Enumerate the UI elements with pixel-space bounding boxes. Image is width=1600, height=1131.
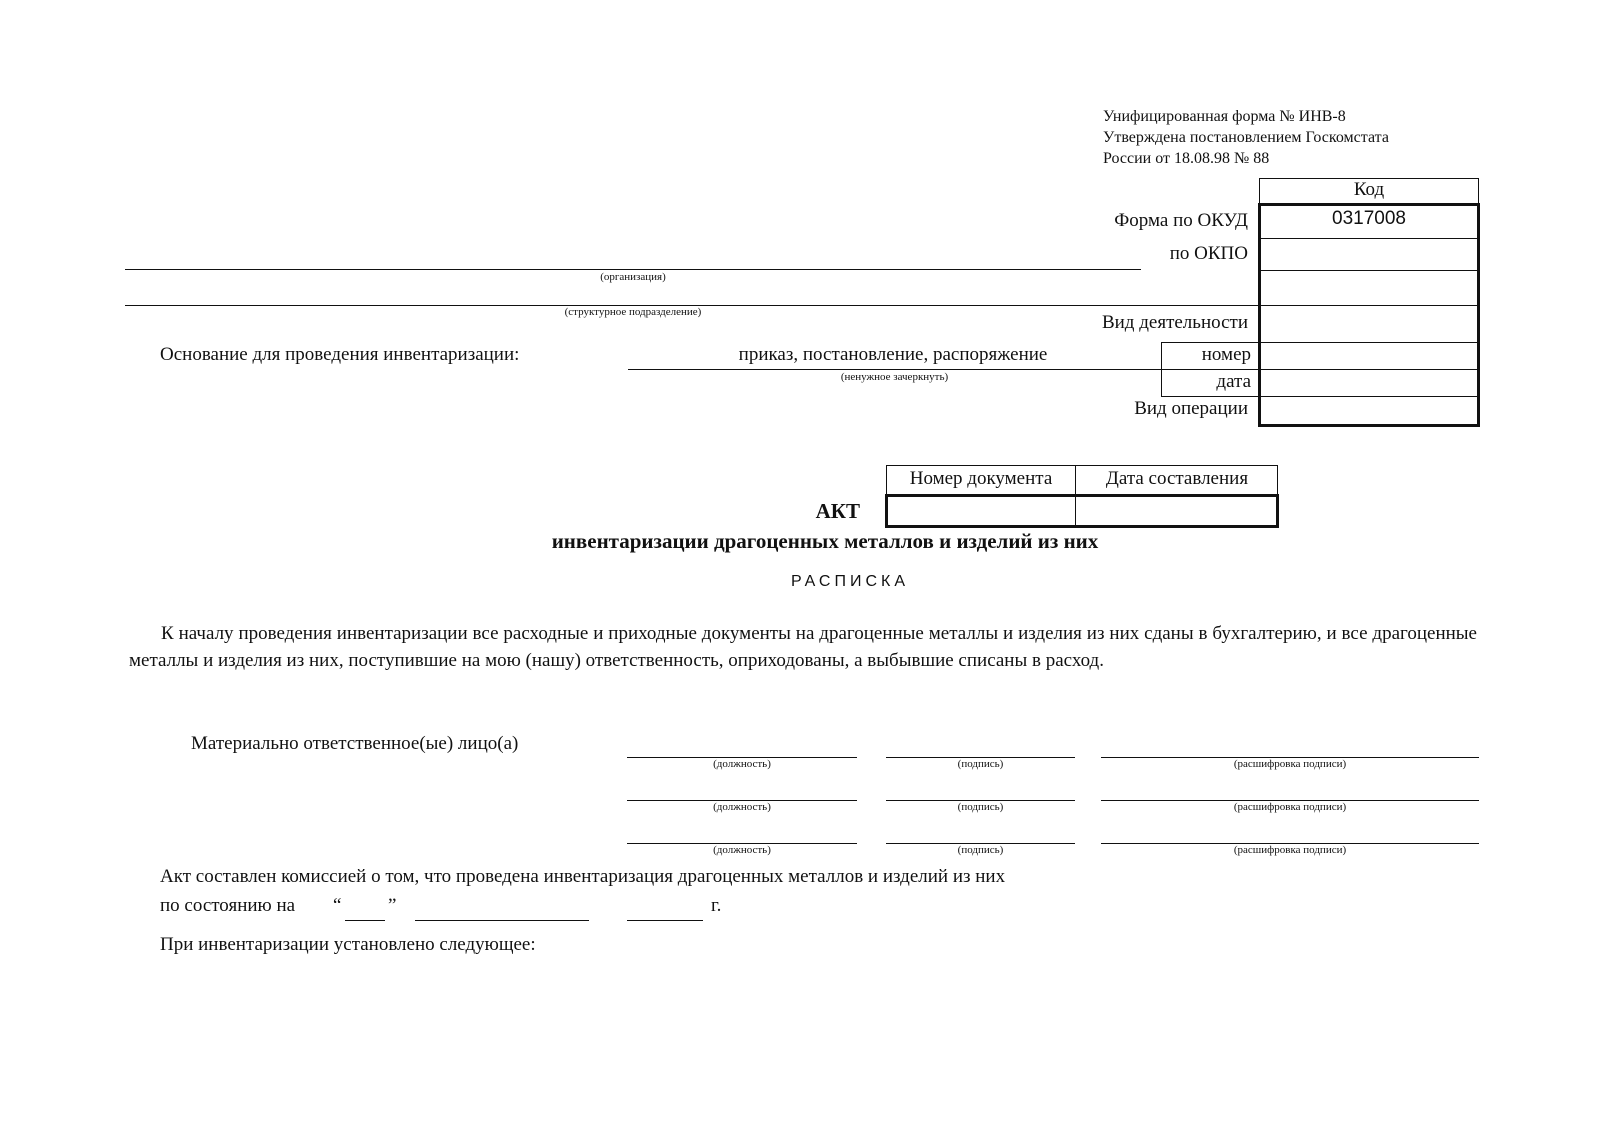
date-label: дата [1216, 371, 1251, 392]
signature-caption-3: (подпись) [957, 844, 1004, 856]
year-suffix: г. [711, 895, 722, 916]
year-field[interactable] [627, 920, 703, 921]
okpo-code-field[interactable] [1261, 240, 1477, 270]
open-quote: “ [333, 895, 342, 916]
month-field[interactable] [415, 920, 589, 921]
akt-subtitle: инвентаризации драгоценных металлов и изделий из них [551, 529, 1099, 553]
basis-label: Основание для проведения инвентаризации: [160, 344, 520, 365]
code-header-cell [1259, 178, 1479, 205]
decode-caption-1: (расшифровка подписи) [1233, 758, 1347, 770]
responsible-persons-label: Материально ответственное(ые) лицо(а) [191, 733, 519, 754]
okud-code-field[interactable]: 0317008 [1332, 208, 1406, 229]
position-caption-2: (должность) [713, 801, 771, 813]
basis-date-field[interactable] [1261, 371, 1477, 396]
form-header-line3: России от 18.08.98 № 88 [1103, 150, 1270, 167]
receipt-title: РАСПИСКА [790, 573, 910, 590]
doc-number-field[interactable] [889, 497, 1074, 525]
okpo-label: по ОКПО [1169, 243, 1248, 264]
subdivision-caption: (структурное подразделение) [564, 306, 702, 318]
basis-value: приказ, постановление, распоряжение [738, 344, 1048, 365]
position-caption-1: (должность) [713, 758, 771, 770]
day-field[interactable] [345, 920, 385, 921]
organization-line[interactable] [125, 269, 1141, 270]
org-code-field[interactable] [1261, 272, 1477, 305]
okud-label: Форма по ОКУД [1114, 210, 1248, 231]
operation-label: Вид операции [1134, 398, 1248, 419]
form-header-line2: Утверждена постановлением Госкомстата [1103, 129, 1389, 146]
activity-code-field[interactable] [1261, 307, 1477, 342]
basis-number-field[interactable] [1261, 344, 1477, 369]
decode-caption-2: (расшифровка подписи) [1233, 801, 1347, 813]
form-header-line1: Унифицированная форма № ИНВ-8 [1103, 108, 1346, 125]
code-header: Код [1353, 179, 1385, 200]
signature-caption-1: (подпись) [957, 758, 1004, 770]
receipt-text: К началу проведения инвентаризации все расходные и приходные документы на драгоценные металлы и изделия из них сданы в бухгалтерию, и все драгоценные металлы и изделия из них, поступившие на мою (нашу) ответственность, оприходованы, а выбывшие списаны в расход. [129, 623, 1477, 671]
established-text: При инвентаризации установлено следующее: [160, 934, 536, 955]
position-caption-3: (должность) [713, 844, 771, 856]
doc-number-header: Номер документа [909, 468, 1053, 489]
activity-label: Вид деятельности [1101, 312, 1248, 333]
akt-title: АКТ [815, 499, 860, 523]
doc-date-header: Дата составления [1105, 468, 1249, 489]
operation-code-field[interactable] [1261, 398, 1477, 425]
close-quote: ” [388, 895, 397, 916]
number-label: номер [1201, 344, 1251, 365]
as-of-label: по состоянию на [160, 895, 296, 916]
decode-caption-3: (расшифровка подписи) [1233, 844, 1347, 856]
basis-line [628, 369, 1161, 370]
doc-date-field[interactable] [1078, 497, 1276, 525]
basis-caption: (ненужное зачеркнуть) [840, 371, 949, 383]
organization-caption: (организация) [600, 271, 666, 283]
commission-text: Акт составлен комиссией о том, что проведена инвентаризация драгоценных металлов и изделий из них [160, 866, 1006, 887]
signature-caption-2: (подпись) [957, 801, 1004, 813]
form-header [1103, 106, 1389, 169]
